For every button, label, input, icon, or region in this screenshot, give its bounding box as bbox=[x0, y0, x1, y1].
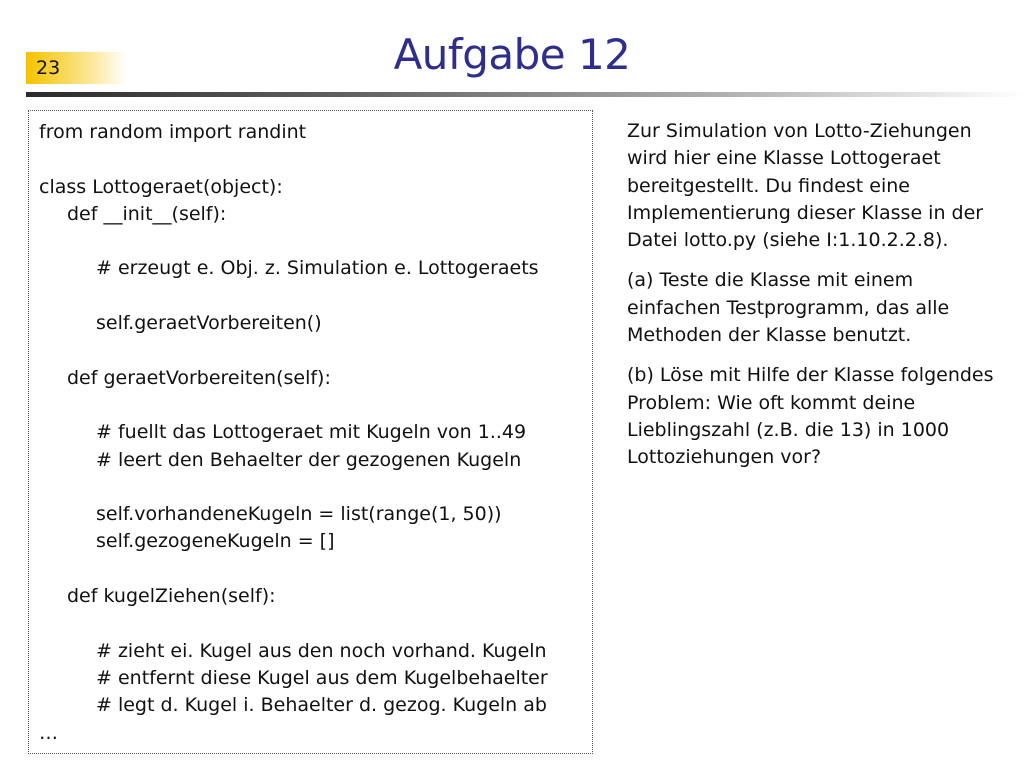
task-part-b-paragraph: (b) Löse mit Hilfe der Klasse folgendes Problem: Wie oft kommt deine Lieblingszahl (z.B. die 13) in 1000 Lottoziehungen vor? bbox=[627, 364, 994, 469]
code-line bbox=[39, 556, 592, 583]
title-divider bbox=[26, 92, 1024, 97]
code-line bbox=[39, 228, 592, 255]
slide-title-container bbox=[0, 28, 1024, 82]
code-line: # entfernt diese Kugel aus dem Kugelbehaelter bbox=[96, 666, 548, 689]
code-line: def __init__(self): bbox=[67, 202, 227, 225]
code-line: self.gezogeneKugeln = [] bbox=[96, 530, 335, 553]
code-line bbox=[39, 474, 592, 501]
code-line: def geraetVorbereiten(self): bbox=[67, 366, 331, 389]
code-line: # legt d. Kugel i. Behaelter d. gezog. Kugeln ab bbox=[96, 694, 547, 717]
code-line bbox=[39, 337, 592, 364]
code-line: # fuellt das Lottogeraet mit Kugeln von 1..49 bbox=[96, 421, 527, 444]
code-listing-box bbox=[28, 110, 593, 754]
task-intro-paragraph: Zur Simulation von Lotto-Ziehungen wird hier eine Klasse Lottogeraet bereitgestellt. Du findest eine Implementierung dieser Klasse in der Datei lotto.py (siehe I:1.10.2.2.8). bbox=[627, 120, 984, 252]
code-line: self.vorhandeneKugeln = list(range(1, 50)) bbox=[96, 503, 502, 526]
code-line: # leert den Behaelter der gezogenen Kugeln bbox=[96, 448, 522, 471]
code-line: from random import randint bbox=[39, 121, 307, 143]
code-line bbox=[39, 392, 592, 419]
code-line: class Lottogeraet(object): bbox=[39, 175, 283, 198]
task-part-a-paragraph: (a) Teste die Klasse mit einem einfachen Testprogramm, das alle Methoden der Klasse benutzt. bbox=[627, 269, 950, 347]
code-line: def kugelZiehen(self): bbox=[67, 585, 276, 608]
slide-number: 23 bbox=[26, 52, 126, 84]
code-line bbox=[39, 283, 592, 310]
code-line bbox=[39, 610, 592, 637]
code-line: self.geraetVorbereiten() bbox=[96, 312, 322, 335]
code-line: # erzeugt e. Obj. z. Simulation e. Lottogeraets bbox=[96, 257, 539, 280]
code-line bbox=[39, 146, 592, 173]
task-description bbox=[627, 118, 997, 485]
code-line: … bbox=[39, 721, 58, 744]
slide-title: Aufgabe 12 bbox=[393, 30, 631, 79]
code-line: # zieht ei. Kugel aus den noch vorhand. Kugeln bbox=[96, 639, 547, 662]
